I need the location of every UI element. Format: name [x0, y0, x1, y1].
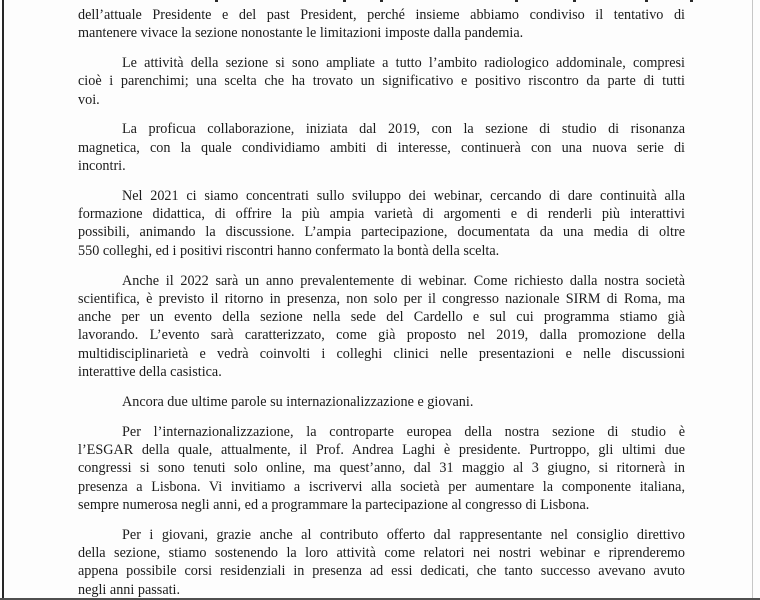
text-line: congressi si sono tenuti solo online, ma quest’anno, dal 31 maggio al 3 giugno, si ritornerà in: [78, 460, 685, 477]
text-line: interattive della casistica.: [78, 364, 222, 381]
text-line: l’ESGAR della quale, attualmente, il Prof. Andrea Laghi è presidente. Purtroppo, gli ultimi due: [78, 441, 685, 458]
paragraph: [78, 6, 685, 43]
text-line: 550 colleghi, ed i positivi riscontri hanno confermato la bontà della scelta.: [78, 242, 500, 259]
clipped-text-remnant: [215, 0, 218, 2]
text-line: La proficua collaborazione, iniziata dal 2019, con la sezione di studio di risonanza: [122, 121, 685, 138]
text-line: lavorando. L’evento sarà caratterizzato, come già proposto nel 2019, dalla promozione della: [78, 327, 685, 344]
window-right-edge: [752, 0, 753, 600]
text-line: possibili, animando la discussione. L’ampia partecipazione, documentata da una media di oltre: [78, 224, 685, 241]
text-line: multidisciplinarietà e vedrà coinvolti i colleghi clinici nelle presentazioni e nelle discussioni: [78, 345, 685, 362]
text-line: formazione didattica, di offrire la più ampia varietà di argomenti e di renderli più interattivi: [78, 206, 685, 223]
text-line: scientifica, è previsto il ritorno in presenza, non solo per il congresso nazionale SIRM di Roma, ma: [78, 290, 685, 307]
paragraph: [78, 120, 685, 175]
window-left-edge: [2, 0, 4, 600]
clipped-text-remnant: [343, 0, 346, 2]
text-line: magnetica, con la quale condividiamo ambiti di interesse, continuerà con una nuova serie di: [78, 139, 685, 156]
document-page: [78, 6, 685, 599]
text-line: voi.: [78, 91, 100, 108]
text-line: Per i giovani, grazie anche al contributo offerto dal rappresentante nel consiglio direttivo: [122, 526, 685, 543]
text-line: mantenere vivace la sezione nonostante le limitazioni imposte dalla pandemia.: [78, 25, 524, 42]
text-line: cioè i parenchimi; una scelta che ha trovato un significativo e positivo riscontro da parte di tutti: [78, 73, 685, 90]
paragraph: [78, 526, 685, 599]
clipped-text-remnant: [690, 0, 693, 2]
clipped-text-remnant: [573, 0, 576, 2]
clipped-text-remnant: [380, 0, 383, 2]
paragraph: [78, 272, 685, 382]
text-line: anche per un evento della sezione nella sede del Cardello e sul cui programma stiamo già: [78, 309, 685, 326]
paragraph: [78, 54, 685, 109]
paragraph: [78, 423, 685, 514]
text-line: incontri.: [78, 158, 126, 175]
paragraph: [78, 187, 685, 260]
text-line: Nel 2021 ci siamo concentrati sullo sviluppo dei webinar, cercando di dare continuità alla: [122, 187, 685, 204]
paragraph: [78, 393, 685, 411]
text-line: Per l’internazionalizzazione, la controparte europea della nostra sezione di studio è: [122, 423, 685, 440]
text-line: appena possibile corsi residenziali in presenza ad essi dedicati, che tanto successo avevano avuto: [78, 563, 685, 580]
text-line: Anche il 2022 sarà un anno prevalentemente di webinar. Come richiesto dalla nostra società: [122, 272, 685, 289]
clipped-text-remnant: [645, 0, 648, 2]
text-line: negli anni passati.: [78, 581, 181, 598]
clipped-text-remnant: [515, 0, 518, 2]
text-line: Ancora due ultime parole su internazionalizzazione e giovani.: [122, 393, 474, 410]
text-line: sempre numerosa negli anni, ed a programmare la partecipazione al congresso di Lisbona.: [78, 496, 590, 513]
text-line: presenza a Lisbona. Vi invitiamo a iscrivervi alla società per aumentare la componente italiana,: [78, 478, 685, 495]
text-line: dell’attuale Presidente e del past President, perché insieme abbiamo condiviso il tentativo di: [78, 7, 685, 23]
text-line: della sezione, stiamo sostenendo la loro attività come relatori nei nostri webinar e riprenderemo: [78, 544, 685, 561]
text-line: Le attività della sezione si sono ampliate a tutto l’ambito radiologico addominale, compresi: [122, 55, 685, 72]
